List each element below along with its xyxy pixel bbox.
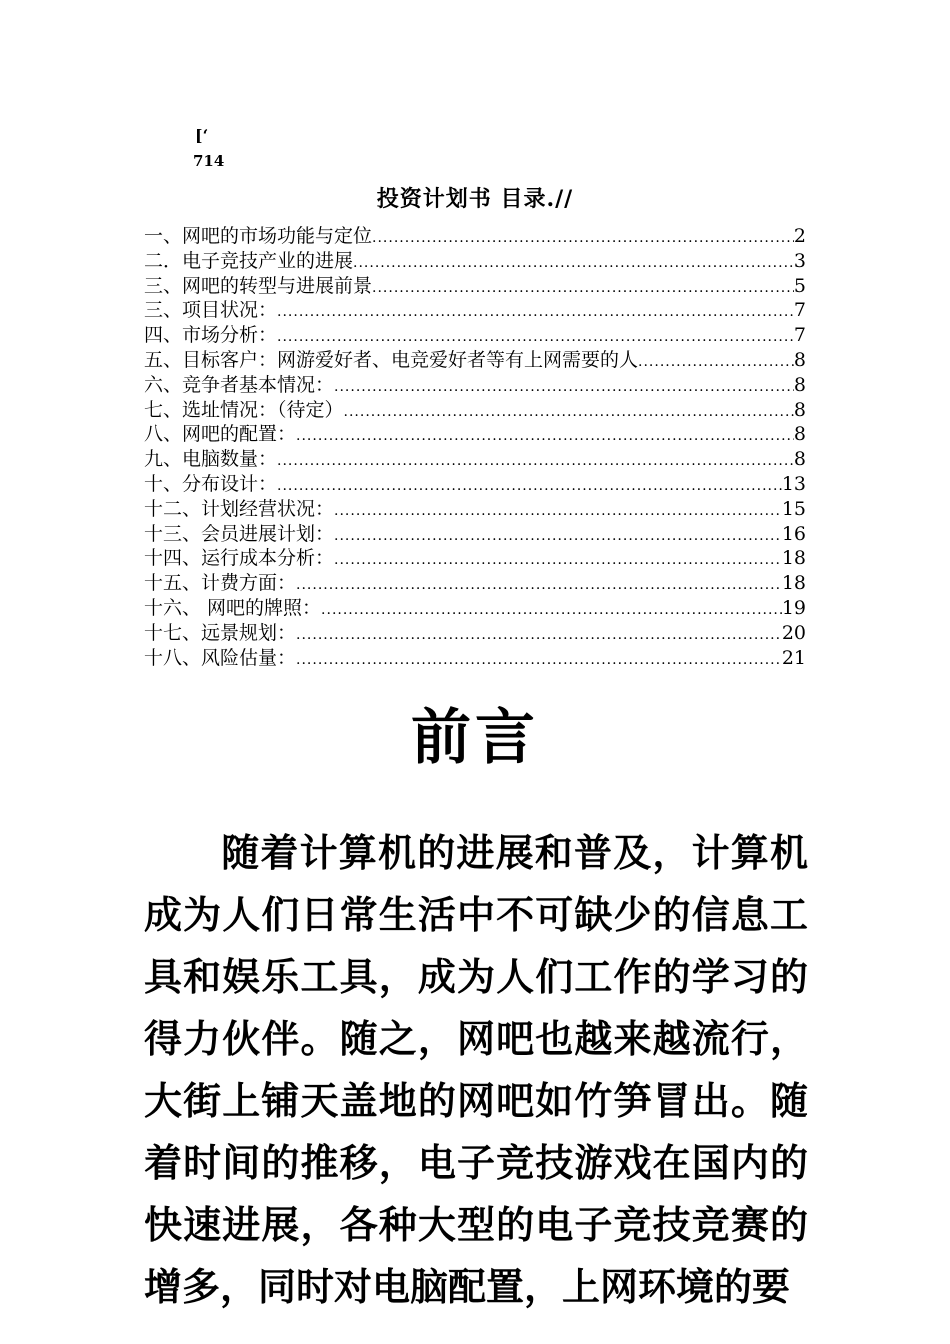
toc-entry[interactable] (144, 621, 806, 646)
toc-entry[interactable] (144, 546, 806, 571)
toc-page-number: 5 (793, 274, 806, 297)
toc-entry[interactable] (144, 249, 806, 274)
toc-leader-dots (296, 573, 782, 596)
toc-leader-dots (334, 524, 782, 547)
toc-entry-label: 七、选址情况：（待定） (144, 398, 344, 421)
toc-leader-dots (296, 648, 782, 671)
toc-page-number: 19 (781, 596, 806, 619)
toc-entry-label: 十三、会员进展计划： (144, 522, 335, 545)
toc-leader-dots (277, 449, 794, 472)
toc-entry-label: 九、电脑数量： (144, 448, 278, 471)
toc-page-number: 15 (781, 497, 806, 520)
toc-leader-dots (321, 598, 782, 621)
toc-entry-label: 三、网吧的转型与进展前景 (144, 274, 373, 297)
toc-leader-dots (372, 226, 794, 249)
toc-page-number: 8 (793, 373, 806, 396)
toc-page-number: 8 (793, 398, 806, 421)
toc-page-number: 7 (793, 299, 806, 322)
preface-heading: 前言 (411, 703, 539, 773)
toc-entry-label: 十六、 网吧的牌照： (144, 596, 322, 619)
toc-entry-label: 十七、远景规划： (144, 621, 297, 644)
toc-entry[interactable] (144, 323, 806, 348)
toc-entry[interactable] (144, 398, 806, 423)
toc-leader-dots (296, 623, 782, 646)
toc-entry-label: 六、竞争者基本情况： (144, 373, 335, 396)
toc-leader-dots (334, 548, 782, 571)
toc-entry[interactable] (144, 373, 806, 398)
toc-entry-label: 三、项目状况： (144, 299, 278, 322)
toc-entry-label: 十四、运行成本分析： (144, 547, 335, 570)
toc-leader-dots (334, 375, 794, 398)
toc-page-number: 18 (781, 547, 806, 570)
toc-leader-dots (334, 499, 782, 522)
toc-entry[interactable] (144, 596, 806, 621)
toc-leader-dots (296, 424, 794, 447)
header-mark: [‘ (195, 126, 209, 145)
toc-leader-dots (638, 350, 794, 373)
toc-leader-dots (277, 325, 794, 348)
toc-entry-label: 八、网吧的配置： (144, 423, 297, 446)
preface-body (144, 822, 808, 1318)
header-number: 714 (193, 152, 225, 170)
toc-page-number: 2 (793, 225, 806, 247)
toc-leader-dots (277, 474, 782, 497)
toc-entry-label: 一、网吧的市场功能与定位 (144, 225, 373, 247)
toc-page-number: 8 (793, 448, 806, 471)
toc-entry[interactable] (144, 447, 806, 472)
toc-entry[interactable] (144, 224, 806, 249)
toc-entry[interactable] (144, 646, 806, 671)
preface-paragraph: 随着计算机的进展和普及，计算机成为人们日常生活中不可缺少的信息工具和娱乐工具，成为人们工作的学习的得力伙伴。随之，网吧也越来越流行，大街上铺天盖地的网吧如竹笋冒出。随着时间的推移，电子竞技游戏在国内的快速进展，各种大型的电子竞技竞赛的增多，同时对电脑配置，上网环境的要 (144, 830, 808, 1309)
toc-leader-dots (344, 400, 794, 423)
toc-entry-label: 十八、风险估量： (144, 646, 297, 669)
toc-entry-label: 二．电子竞技产业的进展 (144, 249, 354, 272)
toc-leader-dots (372, 276, 794, 299)
toc-entry[interactable] (144, 348, 806, 373)
table-of-contents (144, 224, 806, 670)
toc-page-number: 16 (781, 522, 806, 545)
toc-entry-label: 四、市场分析： (144, 324, 278, 347)
toc-leader-dots (277, 300, 794, 323)
toc-page-number: 3 (793, 249, 806, 272)
toc-page-number: 8 (793, 348, 806, 371)
toc-entry-label: 五、目标客户：网游爱好者、电竞爱好者等有上网需要的人 (144, 348, 639, 371)
toc-entry-label: 十二、计划经营状况： (144, 497, 335, 520)
toc-entry[interactable] (144, 472, 806, 497)
toc-page-number: 21 (781, 646, 806, 669)
toc-entry[interactable] (144, 274, 806, 299)
toc-leader-dots (353, 251, 794, 274)
toc-entry-label: 十、分布设计： (144, 472, 278, 495)
toc-page-number: 8 (793, 423, 806, 446)
toc-entry-label: 十五、计费方面： (144, 572, 297, 595)
toc-entry[interactable] (144, 298, 806, 323)
toc-page-number: 18 (781, 572, 806, 595)
document-title: 投资计划书 目录.// (376, 186, 574, 212)
toc-entry[interactable] (144, 497, 806, 522)
toc-page-number: 20 (781, 621, 806, 644)
toc-entry[interactable] (144, 571, 806, 596)
toc-page-number: 7 (793, 324, 806, 347)
toc-page-number: 13 (781, 472, 806, 495)
toc-entry[interactable] (144, 422, 806, 447)
toc-entry[interactable] (144, 522, 806, 547)
